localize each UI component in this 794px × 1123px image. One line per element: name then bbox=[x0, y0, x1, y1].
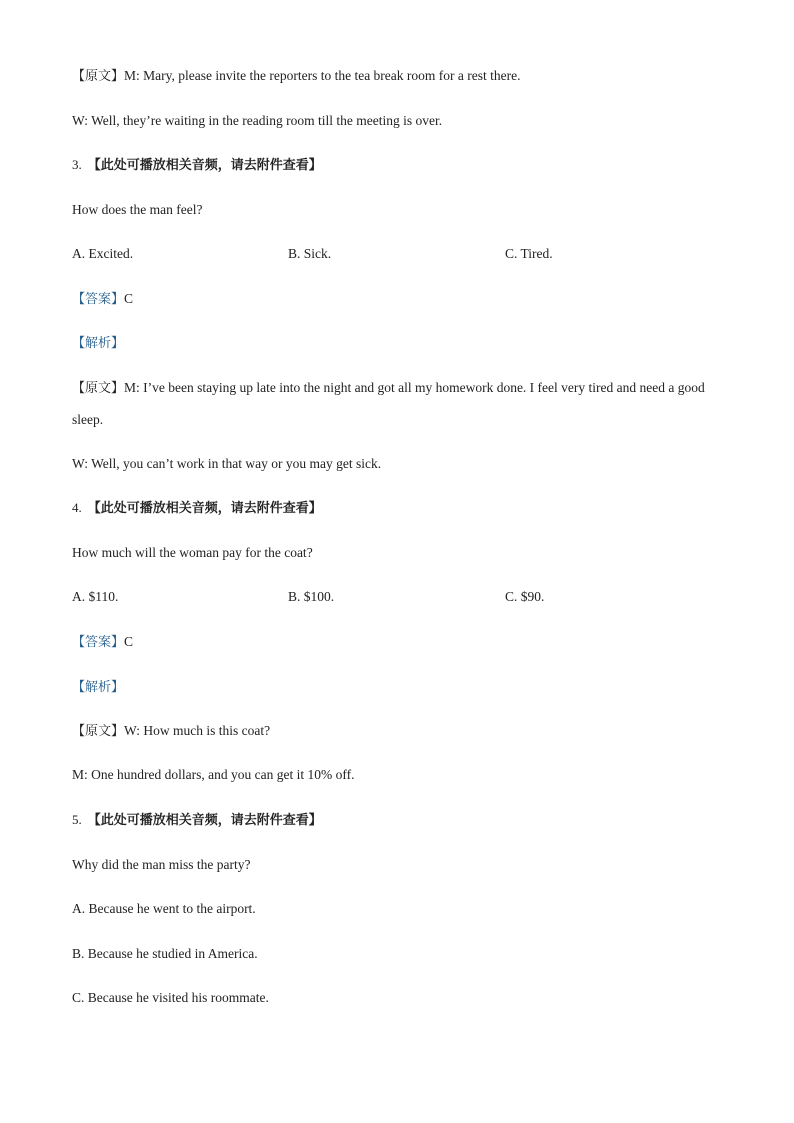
transcript-text: M: Mary, please invite the reporters to the tea break room for a rest there. bbox=[124, 68, 521, 83]
question-4-text: How much will the woman pay for the coat? bbox=[72, 545, 313, 560]
question-3-transcript bbox=[72, 372, 712, 435]
analysis-tag: 【解析】 bbox=[72, 336, 125, 351]
question-3-analysis bbox=[72, 334, 124, 353]
transcript-marker: 【原文】 bbox=[72, 381, 125, 396]
question-5-option-c: C. Because he visited his roommate. bbox=[72, 990, 269, 1005]
question-4-transcript bbox=[72, 722, 270, 741]
question-4-header bbox=[72, 499, 322, 518]
transcript-text: M: I’ve been staying up late into the night and got all my homework done. I feel very tired and need a good sleep. bbox=[72, 380, 705, 427]
answer-tag: 【答案】 bbox=[72, 292, 125, 307]
question-number: 5. bbox=[72, 812, 82, 827]
question-4-answer bbox=[72, 633, 133, 652]
audio-notice: 【此处可播放相关音频，请去附件查看】 bbox=[87, 813, 322, 828]
question-5-text: Why did the man miss the party? bbox=[72, 857, 251, 872]
question-5-option-a: A. Because he went to the airport. bbox=[72, 901, 256, 916]
audio-notice: 【此处可播放相关音频，请去附件查看】 bbox=[87, 501, 322, 516]
question-5-header bbox=[72, 811, 322, 830]
transcript-line bbox=[72, 112, 442, 130]
answer-value: C bbox=[124, 291, 134, 306]
question-4-option-b: B. $100. bbox=[288, 589, 335, 604]
question-4-option-a: A. $110. bbox=[72, 589, 119, 604]
transcript-text: W: Well, they’re waiting in the reading room till the meeting is over. bbox=[72, 113, 443, 128]
answer-value: C bbox=[124, 634, 134, 649]
transcript-text: W: How much is this coat? bbox=[124, 723, 271, 738]
analysis-tag: 【解析】 bbox=[72, 680, 125, 695]
question-number: 4. bbox=[72, 500, 82, 515]
question-3-option-c: C. Tired. bbox=[505, 246, 553, 261]
question-3-text: How does the man feel? bbox=[72, 202, 203, 217]
question-4-transcript-2: M: One hundred dollars, and you can get it 10% off. bbox=[72, 767, 355, 782]
transcript-marker: 【原文】 bbox=[72, 69, 125, 84]
question-3-header bbox=[72, 156, 322, 175]
question-3-option-a: A. Excited. bbox=[72, 246, 134, 261]
question-number: 3. bbox=[72, 157, 82, 172]
answer-tag: 【答案】 bbox=[72, 635, 125, 650]
question-4-option-c: C. $90. bbox=[505, 589, 545, 604]
question-4-analysis bbox=[72, 678, 124, 697]
question-3-option-b: B. Sick. bbox=[288, 246, 332, 261]
question-3-transcript-2: W: Well, you can’t work in that way or you may get sick. bbox=[72, 456, 382, 471]
question-3-answer bbox=[72, 290, 133, 309]
audio-notice: 【此处可播放相关音频，请去附件查看】 bbox=[87, 158, 322, 173]
transcript-marker: 【原文】 bbox=[72, 724, 125, 739]
question-5-option-b: B. Because he studied in America. bbox=[72, 946, 258, 961]
transcript-line bbox=[72, 67, 521, 86]
